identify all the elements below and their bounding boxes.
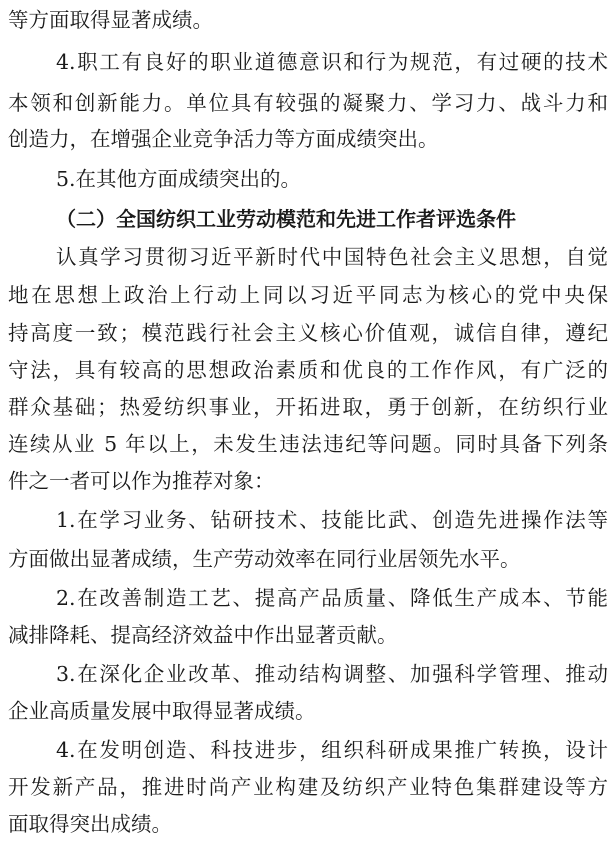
text-line: 认真学习贯彻习近平新时代中国特色社会主义思想，自觉 [56, 245, 608, 269]
text-line: 4.职工有良好的职业道德意识和行为规范，有过硬的技术 [56, 50, 608, 74]
text-line: 连续从业 5 年以上，未发生违法违纪等问题。同时具备下列条 [8, 432, 608, 456]
text-line: 4.在发明创造、科技进步，组织科研成果推广转换，设计 [56, 738, 608, 762]
text-line: 方面做出显著成绩，生产劳动效率在同行业居领先水平。 [8, 547, 521, 571]
text-line: 企业高质量发展中取得显著成绩。 [8, 699, 316, 723]
text-line: 创造力，在增强企业竞争活力等方面成绩突出。 [8, 127, 439, 151]
section-heading: （二）全国纺织工业劳动模范和先进工作者评选条件 [56, 207, 516, 231]
text-line: 5.在其他方面成绩突出的。 [56, 167, 302, 191]
text-line: 群众基础；热爱纺织事业，开拓进取，勇于创新，在纺织行业 [8, 395, 608, 419]
text-line: 面取得突出成绩。 [8, 812, 172, 836]
text-line: 持高度一致；模范践行社会主义核心价值观，诚信自律，遵纪 [8, 321, 608, 345]
text-line: 守法，具有较高的思想政治素质和优良的工作作风，有广泛的 [8, 358, 608, 382]
text-line: 地在思想上政治上行动上同以习近平同志为核心的党中央保 [8, 283, 608, 307]
text-line: 减排降耗、提高经济效益中作出显著贡献。 [8, 623, 398, 647]
text-line: 本领和创新能力。单位具有较强的凝聚力、学习力、战斗力和 [8, 91, 608, 115]
text-line: 等方面取得显著成绩。 [8, 8, 213, 32]
text-line: 3.在深化企业改革、推动结构调整、加强科学管理、推动 [56, 662, 608, 686]
text-line: 2.在改善制造工艺、提高产品质量、降低生产成本、节能 [56, 586, 608, 610]
text-line: 1.在学习业务、钻研技术、技能比武、创造先进操作法等 [56, 508, 608, 532]
text-line: 件之一者可以作为推荐对象： [8, 469, 275, 493]
text-line: 开发新产品，推进时尚产业构建及纺织产业特色集群建设等方 [8, 775, 608, 799]
